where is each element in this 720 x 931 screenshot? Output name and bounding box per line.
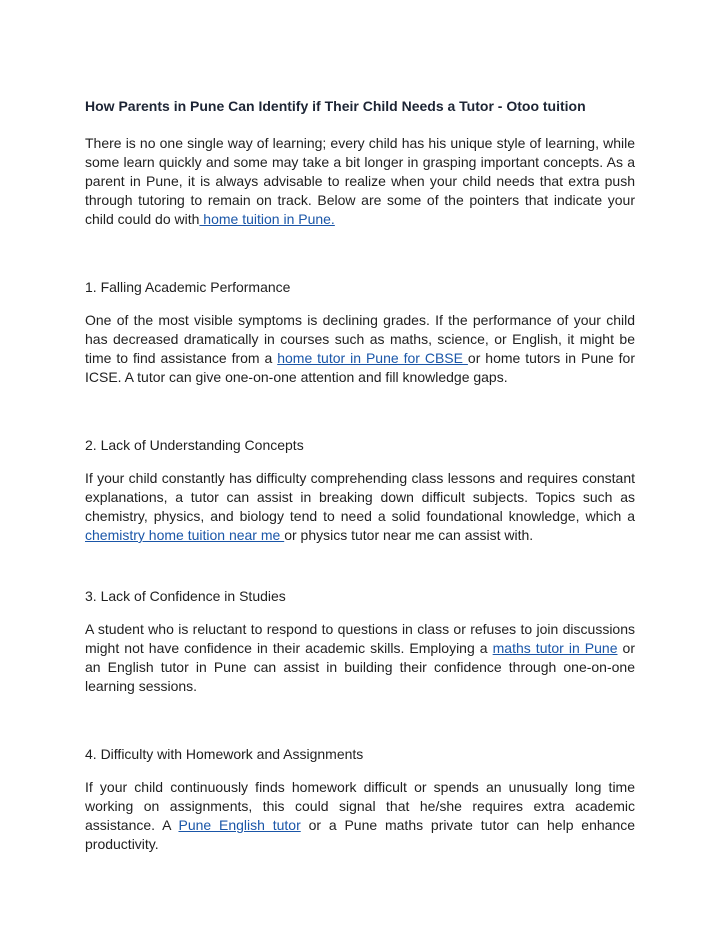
maths-tutor-link[interactable]: maths tutor in Pune	[492, 640, 618, 656]
section-4-text-after: or a Pune maths private tutor can help enhance productivity.	[85, 817, 636, 852]
section-paragraph-2	[85, 469, 635, 545]
intro-text: There is no one single way of learning; every child has his unique style of learning, while some learn quickly and some may take a bit longer in grasping important concepts. As a parent in Pune, it is always advisable to realize when your child needs that extra push through tutoring to remain on track. Below are some of the pointers that indicate your child could do with	[85, 135, 635, 227]
section-2-text-before: If your child constantly has difficulty comprehending class lessons and requires constant explanations, a tutor can assist in breaking down difficult subjects. Topics such as chemistry, physics, and biology tend to need a solid foundational knowledge, which a	[85, 470, 635, 524]
section-3-text-before: A student who is reluctant to respond to questions in class or refuses to join discussions might not have confidence in their academic skills. Employing a	[85, 621, 635, 656]
section-paragraph-1	[85, 311, 635, 387]
section-paragraph-3	[85, 620, 635, 696]
section-heading-3: 3. Lack of Confidence in Studies	[85, 588, 286, 604]
section-1-text-after: or home tutors in Pune for ICSE. A tutor can give one-on-one attention and fill knowledge gaps.	[85, 350, 635, 385]
english-tutor-link[interactable]: Pune English tutor	[178, 817, 301, 833]
document-title: How Parents in Pune Can Identify if Their Child Needs a Tutor - Otoo tuition	[85, 98, 586, 114]
cbse-tutor-link[interactable]: home tutor in Pune for CBSE	[277, 350, 468, 366]
section-heading-1: 1. Falling Academic Performance	[85, 279, 291, 295]
section-heading-4: 4. Difficulty with Homework and Assignments	[85, 746, 364, 762]
section-3-text-after: or an English tutor in Pune can assist in building their confidence through one-on-one learning sessions.	[85, 640, 636, 694]
section-heading-2: 2. Lack of Understanding Concepts	[85, 437, 304, 453]
intro-paragraph	[85, 134, 635, 229]
section-1-text-before: One of the most visible symptoms is declining grades. If the performance of your child has decreased dramatically in courses such as maths, science, or English, it might be time to find assistance from a	[85, 312, 635, 366]
section-paragraph-4	[85, 778, 635, 854]
home-tuition-link[interactable]: home tuition in Pune.	[199, 211, 335, 227]
section-4-text-before: If your child continuously finds homework difficult or spends an unusually long time working on assignments, this could signal that he/she requires extra academic assistance. A	[85, 779, 635, 833]
chemistry-tuition-link[interactable]: chemistry home tuition near me	[85, 527, 285, 543]
section-2-text-after: or physics tutor near me can assist with.	[284, 527, 534, 543]
